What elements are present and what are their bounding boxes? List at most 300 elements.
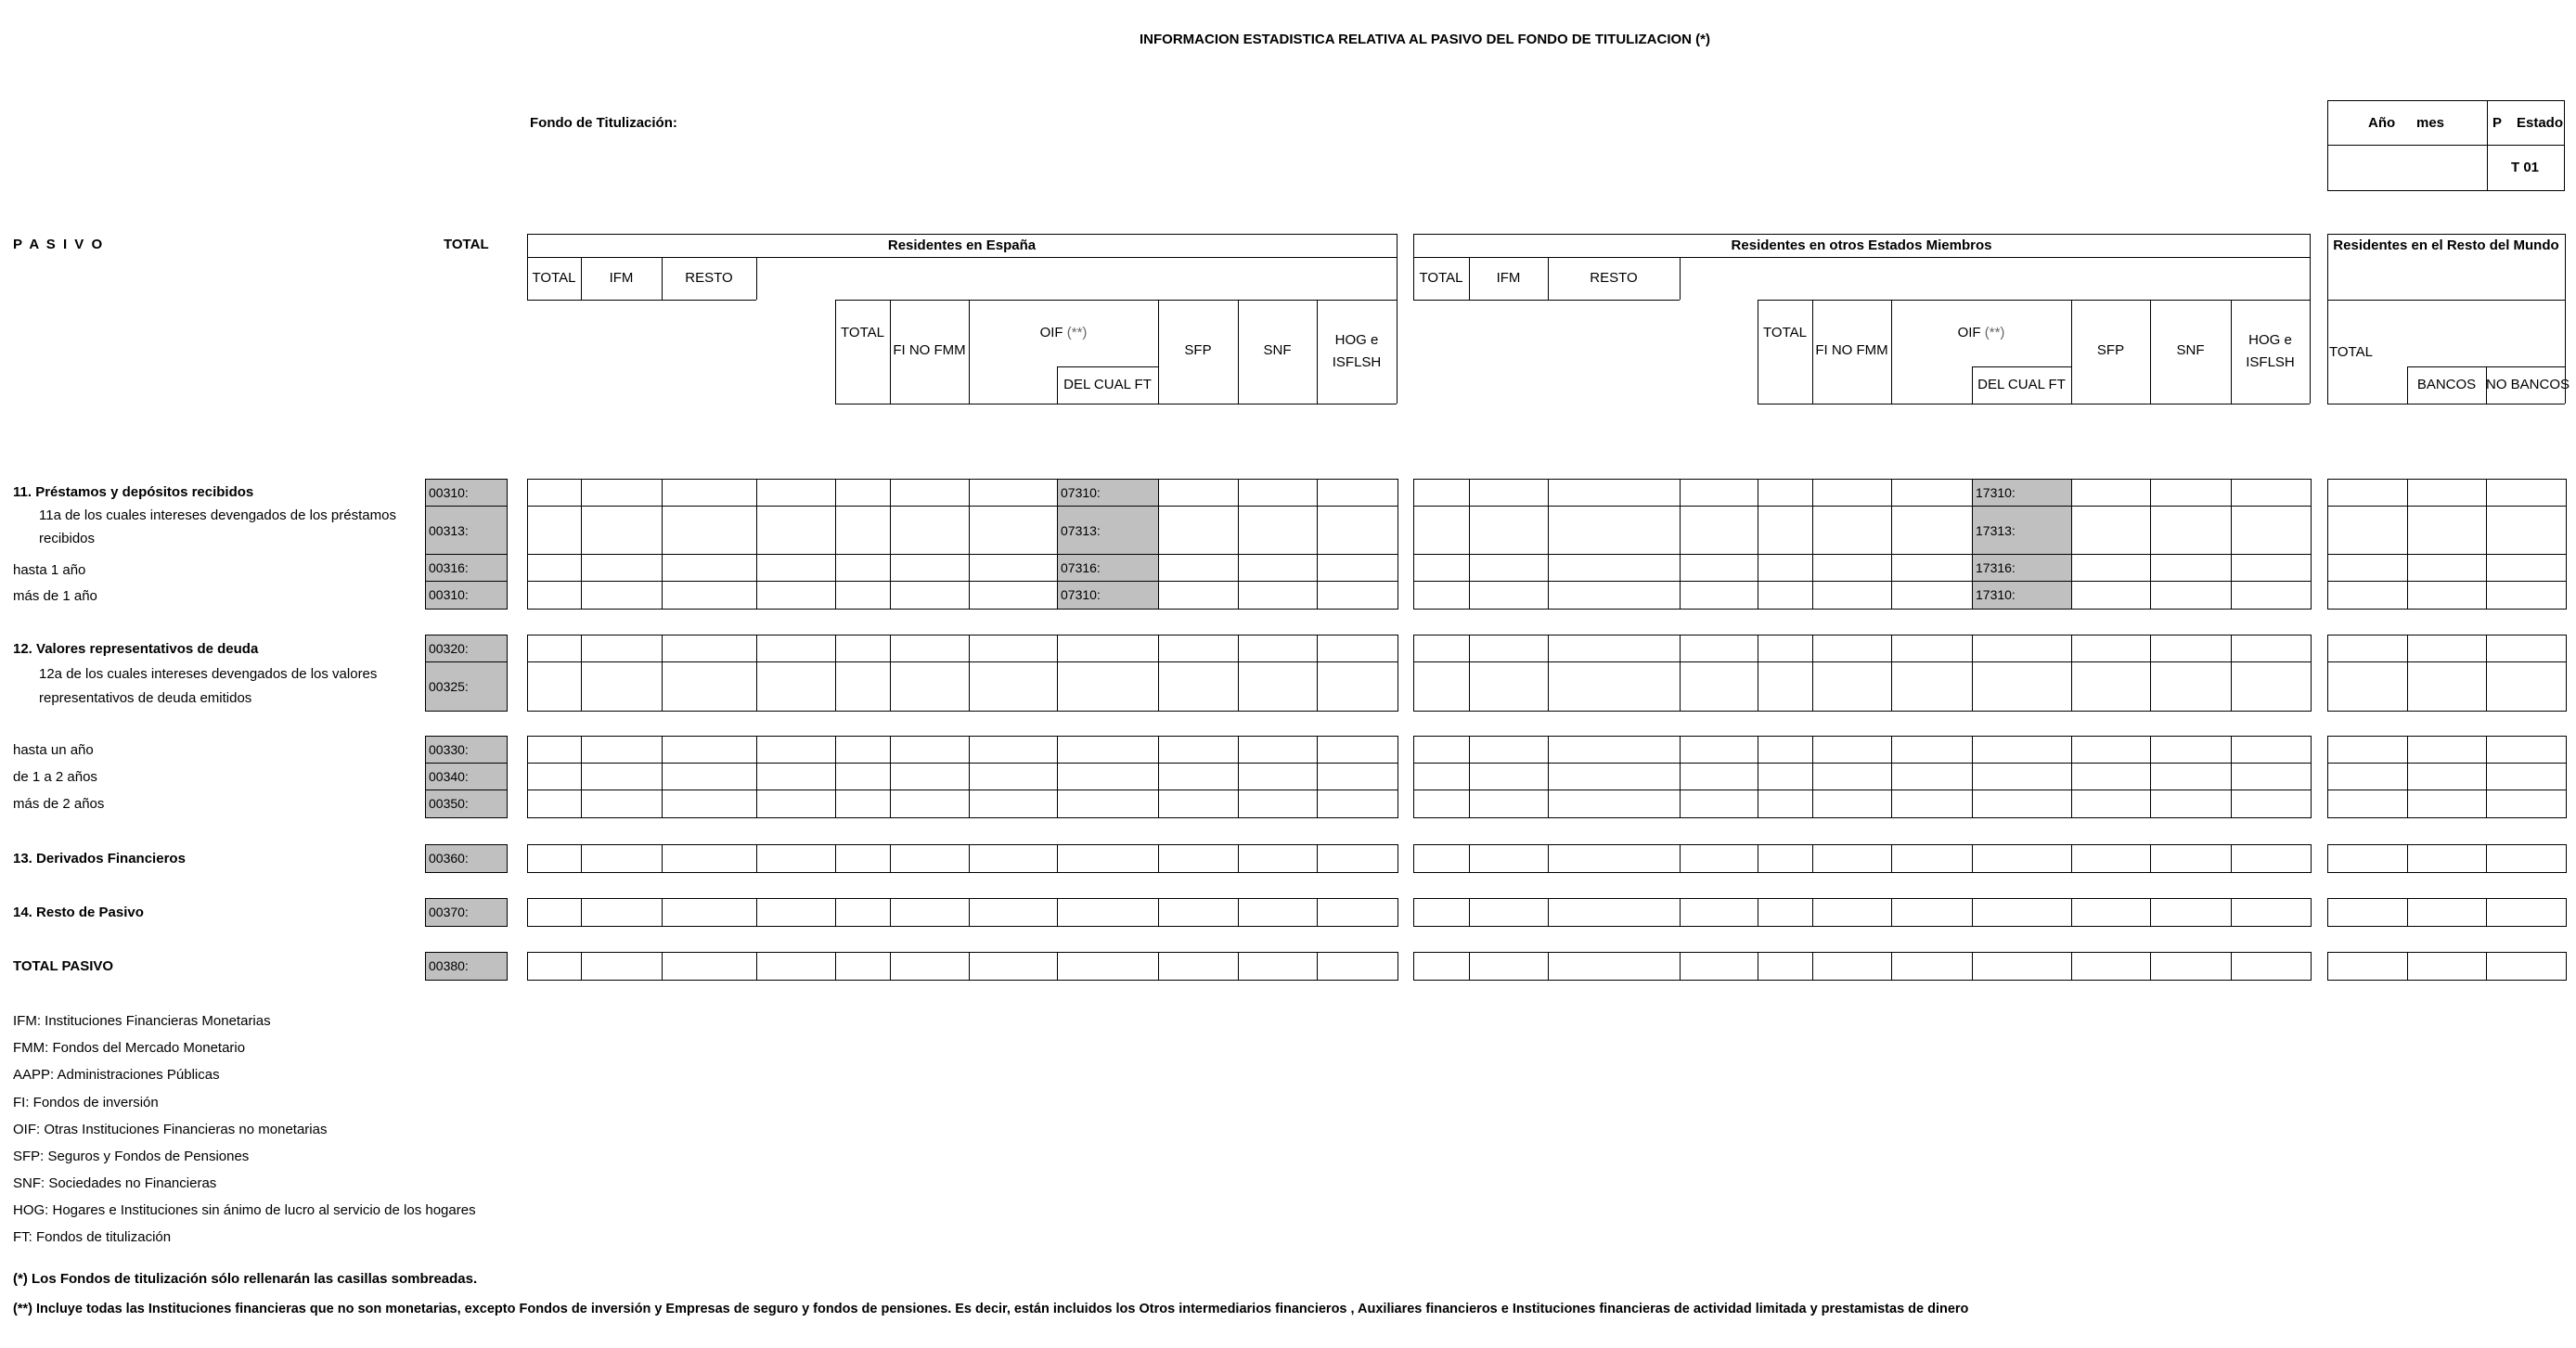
- input-cell[interactable]: [1238, 763, 1319, 791]
- input-cell[interactable]: [2231, 581, 2312, 610]
- input-cell[interactable]: [969, 844, 1059, 873]
- legend-item: SFP: Seguros y Fondos de Pensiones: [13, 1149, 250, 1164]
- input-cell[interactable]: [890, 790, 971, 818]
- input-cell[interactable]: [2486, 952, 2567, 981]
- input-cell[interactable]: [890, 635, 971, 663]
- input-cell[interactable]: [1469, 790, 1550, 818]
- input-cell[interactable]: [1413, 844, 1471, 873]
- input-cell[interactable]: [581, 661, 663, 712]
- input-cell[interactable]: [1413, 661, 1471, 712]
- input-cell[interactable]: [581, 479, 663, 507]
- input-cell[interactable]: [662, 763, 758, 791]
- input-cell[interactable]: [2486, 479, 2567, 507]
- input-cell[interactable]: [756, 635, 837, 663]
- input-cell[interactable]: [1469, 898, 1550, 927]
- input-cell[interactable]: [2486, 581, 2567, 610]
- input-cell[interactable]: [662, 554, 758, 583]
- input-cell[interactable]: [1238, 581, 1319, 610]
- input-cell[interactable]: [1317, 506, 1398, 556]
- input-cell[interactable]: [581, 581, 663, 610]
- input-cell[interactable]: [2327, 661, 2409, 712]
- input-cell[interactable]: [2231, 479, 2312, 507]
- input-cell[interactable]: [1469, 581, 1550, 610]
- input-cell[interactable]: [1317, 844, 1398, 873]
- input-cell[interactable]: [2071, 844, 2152, 873]
- input-cell[interactable]: [1548, 581, 1681, 610]
- input-cell[interactable]: [2071, 554, 2152, 583]
- input-cell[interactable]: [1680, 661, 1759, 712]
- input-cell[interactable]: [1812, 790, 1893, 818]
- input-cell[interactable]: [2071, 661, 2152, 712]
- input-cell[interactable]: [2407, 581, 2488, 610]
- input-cell[interactable]: [2407, 790, 2488, 818]
- input-cell[interactable]: [2150, 635, 2233, 663]
- input-cell[interactable]: [1812, 763, 1893, 791]
- input-cell[interactable]: [581, 844, 663, 873]
- input-cell[interactable]: [1891, 506, 1974, 556]
- input-cell[interactable]: [1158, 952, 1240, 981]
- input-cell[interactable]: [662, 898, 758, 927]
- input-cell[interactable]: [2231, 898, 2312, 927]
- input-cell[interactable]: [1158, 844, 1240, 873]
- input-cell[interactable]: [2407, 506, 2488, 556]
- input-cell[interactable]: [835, 736, 892, 764]
- input-cell[interactable]: [2407, 554, 2488, 583]
- input-cell[interactable]: [2327, 790, 2409, 818]
- input-cell[interactable]: [1413, 635, 1471, 663]
- input-cell[interactable]: [1812, 898, 1893, 927]
- input-cell[interactable]: [1758, 952, 1814, 981]
- input-cell[interactable]: [662, 790, 758, 818]
- input-cell[interactable]: [2486, 898, 2567, 927]
- input-cell[interactable]: [756, 736, 837, 764]
- input-cell[interactable]: [835, 581, 892, 610]
- input-cell[interactable]: [969, 898, 1059, 927]
- input-cell[interactable]: [1891, 763, 1974, 791]
- input-cell[interactable]: [1238, 635, 1319, 663]
- input-cell[interactable]: [1317, 763, 1398, 791]
- input-cell[interactable]: [1812, 581, 1893, 610]
- input-cell[interactable]: [2231, 844, 2312, 873]
- input-cell[interactable]: [1680, 581, 1759, 610]
- input-cell[interactable]: [2327, 479, 2409, 507]
- input-cell[interactable]: [1891, 635, 1974, 663]
- input-cell[interactable]: [890, 898, 971, 927]
- input-cell[interactable]: [1469, 763, 1550, 791]
- input-cell[interactable]: [2231, 736, 2312, 764]
- input-cell[interactable]: [835, 790, 892, 818]
- input-cell[interactable]: [2407, 898, 2488, 927]
- input-cell[interactable]: [1158, 790, 1240, 818]
- input-cell[interactable]: [1891, 736, 1974, 764]
- input-cell[interactable]: [2071, 763, 2152, 791]
- input-cell[interactable]: [2327, 763, 2409, 791]
- input-cell[interactable]: [969, 763, 1059, 791]
- input-cell[interactable]: [527, 790, 583, 818]
- input-cell[interactable]: [527, 661, 583, 712]
- input-cell[interactable]: [1972, 790, 2073, 818]
- input-cell[interactable]: [2150, 898, 2233, 927]
- input-cell[interactable]: [969, 581, 1059, 610]
- input-cell[interactable]: [1413, 763, 1471, 791]
- input-cell[interactable]: [1812, 661, 1893, 712]
- input-cell[interactable]: [969, 952, 1059, 981]
- otros-snf: SNF: [2176, 342, 2205, 358]
- input-cell[interactable]: [527, 898, 583, 927]
- total-code-cell: 00320:: [425, 635, 508, 663]
- input-cell[interactable]: [1413, 554, 1471, 583]
- input-cell[interactable]: [1413, 898, 1471, 927]
- input-cell[interactable]: [527, 736, 583, 764]
- input-cell[interactable]: [2150, 581, 2233, 610]
- input-cell[interactable]: [1317, 790, 1398, 818]
- input-cell[interactable]: [1317, 736, 1398, 764]
- input-cell[interactable]: [1469, 506, 1550, 556]
- input-cell[interactable]: [1680, 952, 1759, 981]
- input-cell[interactable]: [1891, 661, 1974, 712]
- input-cell[interactable]: [2486, 506, 2567, 556]
- input-cell[interactable]: [1891, 479, 1974, 507]
- input-cell[interactable]: [1812, 479, 1893, 507]
- input-cell[interactable]: [1057, 790, 1160, 818]
- input-cell[interactable]: [1680, 635, 1759, 663]
- input-cell[interactable]: [890, 506, 971, 556]
- input-cell[interactable]: [2150, 479, 2233, 507]
- input-cell[interactable]: [1891, 554, 1974, 583]
- input-cell[interactable]: [1758, 581, 1814, 610]
- input-cell[interactable]: [1972, 898, 2073, 927]
- input-cell[interactable]: [1057, 635, 1160, 663]
- input-cell[interactable]: [756, 581, 837, 610]
- input-cell[interactable]: [1317, 661, 1398, 712]
- input-cell[interactable]: [835, 661, 892, 712]
- input-cell[interactable]: [527, 554, 583, 583]
- input-cell[interactable]: [1057, 844, 1160, 873]
- input-cell[interactable]: [527, 763, 583, 791]
- input-cell[interactable]: [1158, 479, 1240, 507]
- input-cell[interactable]: [1758, 898, 1814, 927]
- input-cell[interactable]: [2327, 898, 2409, 927]
- input-cell[interactable]: [527, 844, 583, 873]
- input-cell[interactable]: [581, 952, 663, 981]
- input-cell[interactable]: [1317, 554, 1398, 583]
- input-cell[interactable]: [756, 554, 837, 583]
- input-cell[interactable]: [2327, 952, 2409, 981]
- input-cell[interactable]: [1413, 790, 1471, 818]
- input-cell[interactable]: [2407, 736, 2488, 764]
- input-cell[interactable]: [2407, 479, 2488, 507]
- input-cell[interactable]: [1413, 736, 1471, 764]
- input-cell[interactable]: [662, 581, 758, 610]
- input-cell[interactable]: [1972, 844, 2073, 873]
- input-cell[interactable]: [1413, 952, 1471, 981]
- input-cell[interactable]: [756, 506, 837, 556]
- input-cell[interactable]: [662, 479, 758, 507]
- input-cell[interactable]: [527, 581, 583, 610]
- row-label-13: 13. Derivados Financieros: [13, 851, 186, 867]
- input-cell[interactable]: [969, 736, 1059, 764]
- input-cell[interactable]: [2407, 952, 2488, 981]
- input-cell[interactable]: [2071, 736, 2152, 764]
- input-cell[interactable]: [2071, 479, 2152, 507]
- input-cell[interactable]: [1238, 790, 1319, 818]
- input-cell[interactable]: [527, 952, 583, 981]
- input-cell[interactable]: [1812, 844, 1893, 873]
- input-cell[interactable]: [1158, 554, 1240, 583]
- input-cell[interactable]: [1548, 790, 1681, 818]
- input-cell[interactable]: [835, 479, 892, 507]
- input-cell[interactable]: [1548, 479, 1681, 507]
- input-cell[interactable]: [1548, 506, 1681, 556]
- input-cell[interactable]: [1972, 763, 2073, 791]
- input-cell[interactable]: [890, 554, 971, 583]
- input-cell[interactable]: [1158, 506, 1240, 556]
- input-cell[interactable]: [2486, 844, 2567, 873]
- input-cell[interactable]: [1680, 763, 1759, 791]
- input-cell[interactable]: [1758, 661, 1814, 712]
- input-cell[interactable]: [1158, 635, 1240, 663]
- input-cell[interactable]: [2150, 554, 2233, 583]
- input-cell[interactable]: [1812, 635, 1893, 663]
- input-cell[interactable]: [1057, 898, 1160, 927]
- input-cell[interactable]: [835, 635, 892, 663]
- input-cell[interactable]: [1548, 554, 1681, 583]
- input-cell[interactable]: [756, 844, 837, 873]
- input-cell[interactable]: [2231, 790, 2312, 818]
- input-cell[interactable]: [1238, 898, 1319, 927]
- input-cell[interactable]: [2150, 763, 2233, 791]
- input-cell[interactable]: [1812, 736, 1893, 764]
- input-cell[interactable]: [1548, 898, 1681, 927]
- input-cell[interactable]: [2231, 554, 2312, 583]
- input-cell[interactable]: [1158, 763, 1240, 791]
- input-cell[interactable]: [1548, 763, 1681, 791]
- input-cell[interactable]: [1972, 736, 2073, 764]
- input-cell[interactable]: [1812, 506, 1893, 556]
- input-cell[interactable]: [1469, 635, 1550, 663]
- input-cell[interactable]: [756, 790, 837, 818]
- input-cell[interactable]: [1680, 844, 1759, 873]
- input-cell[interactable]: [969, 661, 1059, 712]
- input-cell[interactable]: [1680, 554, 1759, 583]
- input-cell[interactable]: [2407, 661, 2488, 712]
- input-cell[interactable]: [1469, 736, 1550, 764]
- input-cell[interactable]: [1469, 554, 1550, 583]
- input-cell[interactable]: [1413, 506, 1471, 556]
- input-cell[interactable]: [1469, 844, 1550, 873]
- input-cell[interactable]: [1680, 479, 1759, 507]
- input-cell[interactable]: [2071, 952, 2152, 981]
- input-cell[interactable]: [581, 898, 663, 927]
- input-cell[interactable]: [1680, 790, 1759, 818]
- input-cell[interactable]: [1413, 479, 1471, 507]
- input-cell[interactable]: [1548, 844, 1681, 873]
- input-cell[interactable]: [2231, 952, 2312, 981]
- input-cell[interactable]: [1238, 844, 1319, 873]
- input-cell[interactable]: [2327, 506, 2409, 556]
- input-cell[interactable]: [2327, 554, 2409, 583]
- input-cell[interactable]: [1317, 898, 1398, 927]
- input-cell[interactable]: [835, 554, 892, 583]
- input-cell[interactable]: [1758, 763, 1814, 791]
- input-cell[interactable]: [1158, 661, 1240, 712]
- input-cell[interactable]: [1758, 790, 1814, 818]
- input-cell[interactable]: [1238, 554, 1319, 583]
- input-cell[interactable]: [756, 898, 837, 927]
- input-cell[interactable]: [581, 506, 663, 556]
- input-cell[interactable]: [2231, 506, 2312, 556]
- input-cell[interactable]: [2071, 581, 2152, 610]
- input-cell[interactable]: [2071, 898, 2152, 927]
- input-cell[interactable]: [1057, 763, 1160, 791]
- input-cell[interactable]: [1758, 506, 1814, 556]
- input-cell[interactable]: [1758, 736, 1814, 764]
- input-cell[interactable]: [835, 898, 892, 927]
- input-cell[interactable]: [1317, 952, 1398, 981]
- input-cell[interactable]: [1469, 952, 1550, 981]
- input-cell[interactable]: [756, 952, 837, 981]
- input-cell[interactable]: [581, 554, 663, 583]
- input-cell[interactable]: [2486, 661, 2567, 712]
- input-cell[interactable]: [1891, 790, 1974, 818]
- input-cell[interactable]: [1317, 635, 1398, 663]
- input-cell[interactable]: [890, 844, 971, 873]
- input-cell[interactable]: [2150, 952, 2233, 981]
- input-cell[interactable]: [1238, 736, 1319, 764]
- input-cell[interactable]: [1413, 581, 1471, 610]
- input-cell[interactable]: [2327, 844, 2409, 873]
- input-cell[interactable]: [1891, 581, 1974, 610]
- input-cell[interactable]: [1548, 661, 1681, 712]
- input-cell[interactable]: [969, 790, 1059, 818]
- input-cell[interactable]: [1758, 479, 1814, 507]
- input-cell[interactable]: [1238, 952, 1319, 981]
- input-cell[interactable]: [1469, 479, 1550, 507]
- input-cell[interactable]: [2150, 790, 2233, 818]
- input-cell[interactable]: [835, 763, 892, 791]
- input-cell[interactable]: [662, 952, 758, 981]
- input-cell[interactable]: [662, 844, 758, 873]
- input-cell[interactable]: [1758, 635, 1814, 663]
- input-cell[interactable]: [2486, 763, 2567, 791]
- input-cell[interactable]: [2486, 736, 2567, 764]
- input-cell[interactable]: [662, 661, 758, 712]
- input-cell[interactable]: [1680, 898, 1759, 927]
- input-cell[interactable]: [662, 736, 758, 764]
- input-cell[interactable]: [890, 661, 971, 712]
- input-cell[interactable]: [1680, 736, 1759, 764]
- input-cell[interactable]: [2071, 506, 2152, 556]
- input-cell[interactable]: [1158, 898, 1240, 927]
- input-cell[interactable]: [2150, 844, 2233, 873]
- input-cell[interactable]: [581, 790, 663, 818]
- input-cell[interactable]: [1238, 661, 1319, 712]
- input-cell[interactable]: [835, 952, 892, 981]
- input-cell[interactable]: [1158, 736, 1240, 764]
- p-label: P: [2492, 115, 2503, 131]
- input-cell[interactable]: [1812, 952, 1893, 981]
- input-cell[interactable]: [2150, 661, 2233, 712]
- input-cell[interactable]: [1158, 581, 1240, 610]
- input-cell[interactable]: [890, 479, 971, 507]
- input-cell[interactable]: [2150, 736, 2233, 764]
- input-cell[interactable]: [2327, 736, 2409, 764]
- input-cell[interactable]: [890, 581, 971, 610]
- input-cell[interactable]: [1548, 635, 1681, 663]
- input-cell[interactable]: [1972, 952, 2073, 981]
- input-cell[interactable]: [890, 952, 971, 981]
- input-cell[interactable]: [662, 506, 758, 556]
- input-cell[interactable]: [969, 506, 1059, 556]
- input-cell[interactable]: [2231, 763, 2312, 791]
- input-cell[interactable]: [756, 661, 837, 712]
- input-cell[interactable]: [835, 506, 892, 556]
- input-cell[interactable]: [2231, 635, 2312, 663]
- input-cell[interactable]: [890, 763, 971, 791]
- input-cell[interactable]: [527, 635, 583, 663]
- input-cell[interactable]: [1758, 844, 1814, 873]
- input-cell[interactable]: [2327, 635, 2409, 663]
- input-cell[interactable]: [1758, 554, 1814, 583]
- input-cell[interactable]: [581, 763, 663, 791]
- input-cell[interactable]: [2486, 554, 2567, 583]
- input-cell[interactable]: [835, 844, 892, 873]
- input-cell[interactable]: [2486, 790, 2567, 818]
- input-cell[interactable]: [2407, 635, 2488, 663]
- input-cell[interactable]: [1238, 506, 1319, 556]
- input-cell[interactable]: [969, 479, 1059, 507]
- input-cell[interactable]: [2407, 763, 2488, 791]
- input-cell[interactable]: [969, 635, 1059, 663]
- input-cell[interactable]: [756, 479, 837, 507]
- input-cell[interactable]: [1891, 844, 1974, 873]
- input-cell[interactable]: [2327, 581, 2409, 610]
- input-cell[interactable]: [1057, 952, 1160, 981]
- input-cell[interactable]: [2231, 661, 2312, 712]
- input-cell[interactable]: [2407, 844, 2488, 873]
- input-cell[interactable]: [1057, 736, 1160, 764]
- otros-ifm: IFM: [1496, 270, 1521, 286]
- input-cell[interactable]: [890, 736, 971, 764]
- input-cell[interactable]: [1317, 581, 1398, 610]
- input-cell[interactable]: [2071, 635, 2152, 663]
- row-label-11a-1: 11a de los cuales intereses devengados de los préstamos: [39, 507, 396, 523]
- input-cell[interactable]: [1891, 898, 1974, 927]
- input-cell[interactable]: [1238, 479, 1319, 507]
- input-cell[interactable]: [756, 763, 837, 791]
- input-cell[interactable]: [969, 554, 1059, 583]
- input-cell[interactable]: [581, 736, 663, 764]
- input-cell[interactable]: [1548, 952, 1681, 981]
- input-cell[interactable]: [2150, 506, 2233, 556]
- input-cell[interactable]: [1891, 952, 1974, 981]
- input-cell[interactable]: [1548, 736, 1681, 764]
- input-cell[interactable]: [527, 506, 583, 556]
- input-cell[interactable]: [1469, 661, 1550, 712]
- input-cell[interactable]: [581, 635, 663, 663]
- input-cell[interactable]: [2071, 790, 2152, 818]
- input-cell[interactable]: [1972, 635, 2073, 663]
- input-cell[interactable]: [1317, 479, 1398, 507]
- input-cell[interactable]: [1057, 661, 1160, 712]
- input-cell[interactable]: [527, 479, 583, 507]
- input-cell[interactable]: [662, 635, 758, 663]
- input-cell[interactable]: [2486, 635, 2567, 663]
- total-code-cell: 00330:: [425, 736, 508, 764]
- input-cell[interactable]: [1812, 554, 1893, 583]
- input-cell[interactable]: [1680, 506, 1759, 556]
- input-cell[interactable]: [1972, 661, 2073, 712]
